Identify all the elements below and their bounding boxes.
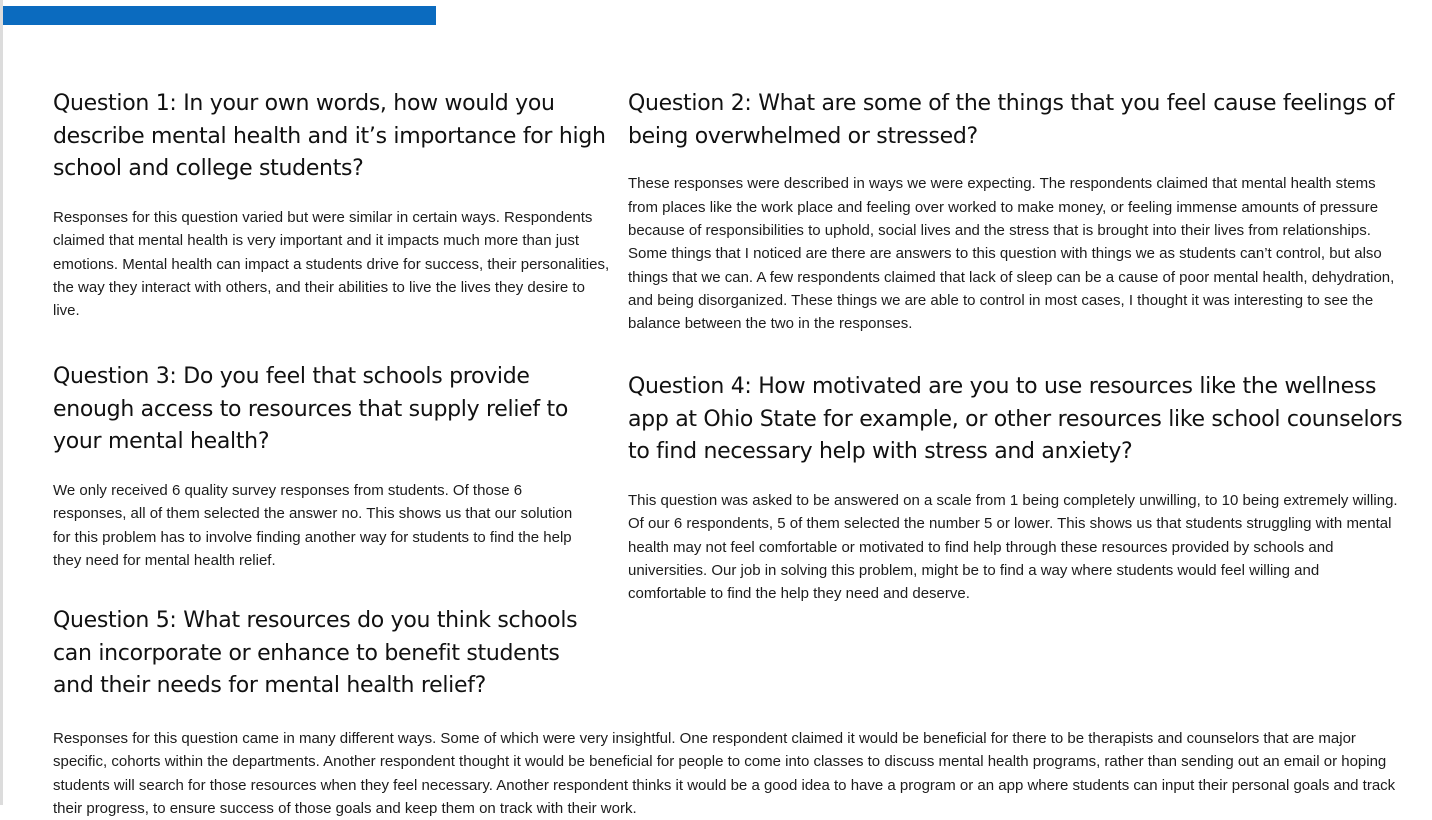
page-left-border [0,0,3,805]
question-4-response: This question was asked to be answered on a scale from 1 being completely unwilling, to 10 being extremely willing. Of our 6 respondents, 5 of them selected the number 5 or lower. This shows us that students struggling with mental health may not feel comfortable or motivated to find help through these resources provided by schools and universities. Our job in solving this problem, might be to find a way where students would feel willing and comfortable to find the help they need and deserve. [628,492,1398,603]
question-1-section [53,88,613,323]
question-3-section [53,361,593,572]
header-accent-bar [3,6,436,25]
question-3-response: We only received 6 quality survey responses from students. Of those 6 responses, all of them selected the answer no. This shows us that our solution for this problem has to involve finding another way for students to find the help they need for mental health relief. [53,482,573,569]
question-2-section [628,88,1408,335]
question-1-response: Responses for this question varied but were similar in certain ways. Respondents claimed that mental health is very important and it impacts much more than just emotions. Mental health can impact a students drive for success, their personalities, the way they interact with others, and their abilities to live the lives they desire to live. [53,209,610,320]
question-2-response: These responses were described in ways we were expecting. The respondents claimed that mental health stems from places like the work place and feeling over worked to make money, or feeling immense amounts of pressure because of responsibilities to uphold, social lives and the stress that is brought into their lives from relationships. Some things that I noticed are there are answers to this question with things we as students can’t control, but also things that we can. A few respondents claimed that lack of sleep can be a cause of poor mental health, dehydration, and being disorganized. These things we are able to control in most cases, I thought it was interesting to see the balance between the two in the responses. [628,175,1395,333]
question-3-heading: Question 3: Do you feel that schools provide enough access to resources that supply relief to your mental health? [53,364,569,455]
question-4-section [628,371,1408,606]
question-1-heading: Question 1: In your own words, how would you describe mental health and it’s importance for high school and college students? [53,91,606,182]
question-2-heading: Question 2: What are some of the things that you feel cause feelings of being overwhelmed or stressed? [628,91,1395,149]
question-5-response: Responses for this question came in many different ways. Some of which were very insightful. One respondent claimed it would be beneficial for there to be therapists and counselors that are major specific, cohorts within the departments. Another respondent thought it would be beneficial for people to come into classes to discuss mental health programs, rather than sending out an email or hoping students will search for those resources when they feel necessary. Another respondent thinks it would be a good idea to have a program or an app where students can input their personal goals and track their progress, to ensure success of those goals and keep them on track with their work. [53,730,1396,817]
question-5-section [53,605,593,703]
question-5-heading: Question 5: What resources do you think schools can incorporate or enhance to benefit students and their needs for mental health relief? [53,608,578,699]
question-4-heading: Question 4: How motivated are you to use resources like the wellness app at Ohio State for example, or other resources like school counselors to find necessary help with stress and anxiety? [628,374,1403,465]
